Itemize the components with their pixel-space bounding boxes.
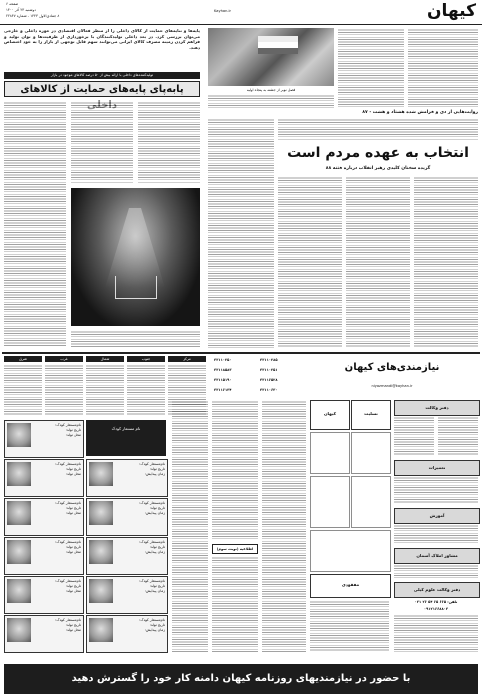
baby-dob-label: تاریخ تولد: (65, 505, 81, 510)
mid-ad-box (310, 476, 350, 528)
right-ad-text (394, 614, 478, 652)
right-ad-text (394, 416, 434, 456)
issue-date: دوشنبه ۲۳ آذر ۱۴۰۰ (6, 8, 36, 12)
top-brief-col-2 (408, 28, 478, 108)
baby-place-label: محل تولد: (65, 627, 81, 632)
baby-place-label: محل تولد: (65, 549, 81, 554)
issue-hijri-date: ۸ جمادی‌الاول ۱۴۴۳ - شماره ۲۲۸۳۷ (6, 14, 60, 18)
district-header: جنوب (127, 356, 165, 362)
baby-column-left (4, 420, 84, 652)
classifieds-text (212, 556, 258, 652)
baby-card (86, 537, 168, 575)
baby-dob-label: تاریخ تولد: (149, 544, 165, 549)
district-list (127, 364, 165, 416)
district-list (86, 364, 124, 416)
right-ad-box (394, 460, 480, 476)
left-article-col-3 (138, 101, 200, 183)
baby-column-right (86, 420, 168, 652)
page-number: صفحه ۶ (6, 2, 19, 6)
mid-ad-box (310, 530, 391, 572)
baby-time-label: زمان پیدایش: (144, 549, 165, 554)
baby-name-label: نام‌مستعار کودک: (139, 462, 165, 466)
mid-ad-column (310, 400, 390, 652)
district-list (45, 364, 83, 416)
baby-name-label: نام‌مستعار کودک: (55, 462, 81, 466)
top-brief-col-1 (338, 28, 404, 108)
highlight-phone: تلفن: ۶۶۵ ۶۵ ۵۴ ۲۶ ۰۲۱ (414, 600, 458, 604)
top-center-news (208, 28, 334, 108)
bottom-banner: با حضور در نیازمندیهای روزنامه کیهان دامنه کار خود را گسترش دهید (4, 664, 478, 694)
baby-place-label: محل تولد: (65, 510, 81, 515)
baby-card (86, 459, 168, 497)
baby-name-label: نام‌مستعار کودک: (55, 540, 81, 544)
masthead-logo: کیهان (427, 1, 476, 21)
baby-name-label: نام‌مستعار کودک: (55, 579, 81, 583)
baby-dob-label: تاریخ تولد: (149, 583, 165, 588)
center-article-col-b (278, 176, 342, 348)
mid-ad-box (351, 432, 391, 474)
baby-dob-label: تاریخ تولد: (149, 622, 165, 627)
center-article-col-c (346, 176, 410, 348)
ads-phone: ۳۳۱۱۰۲۸۵ (260, 358, 278, 362)
baby-card (86, 576, 168, 614)
baby-dob-label: تاریخ تولد: (65, 583, 81, 588)
highlight-mobile: ۰۹۱۲۱۶۶۸۸۰۳ (423, 607, 449, 611)
center-article-intro (278, 118, 478, 140)
ads-phone: ۳۳۱۱۰۶۳۰ (260, 388, 278, 392)
baby-card (4, 459, 84, 497)
baby-dob-label: تاریخ تولد: (65, 544, 81, 549)
center-article-kicker: روایت‌هایی از دی و فرامش شده هشتاد و هشت - ۸۷ (362, 110, 478, 115)
classifieds-col-2 (212, 400, 258, 652)
left-article-headline: پابه‌پای پایه‌های حمایت از کالاهای (4, 81, 200, 97)
right-ad-text (394, 476, 478, 504)
baby-place-label: محل تولد: (65, 432, 81, 437)
photo-flag-icon (258, 36, 298, 54)
baby-dob-label: تاریخ تولد: (149, 466, 165, 471)
notice-dark-box (86, 420, 166, 456)
center-article-col-a (208, 118, 274, 348)
district-header: غرب (45, 356, 83, 362)
left-article-photo (71, 188, 200, 326)
right-ad-text (438, 416, 478, 456)
right-ad-text (394, 524, 478, 544)
ads-phone: ۳۳۱۱۸۵۸۳ (214, 368, 232, 372)
ads-phone: ۳۳۱۱۶۱۳۴ (214, 388, 232, 392)
right-ad-title: آموزش (429, 513, 445, 518)
ads-phone: ۳۳۱۱۵۱۹۰ (214, 378, 232, 382)
center-article (208, 110, 478, 350)
mid-ad-box (351, 476, 391, 528)
mid-ad-box (351, 400, 391, 430)
baby-name-label: نام‌مستعار کودک: (139, 618, 165, 622)
left-article-col-1 (4, 101, 66, 347)
left-article-col-4 (71, 330, 200, 347)
center-article-subhead: گزیده سخنان کلیدی رهبر انقلاب درباره فتنه ۸۸ (325, 166, 431, 171)
right-ad-title: دفتر وکالت (425, 405, 449, 410)
top-center-caption: فصل نوبر از جشنه به پنجاه اولیه (246, 88, 296, 92)
baby-name-label: نام‌مستعار کودک: (55, 618, 81, 622)
baby-time-label: زمان پیدایش: (144, 510, 165, 515)
baby-card (86, 498, 168, 536)
ads-brand-email: niyazmandi@kayhan.ir (371, 384, 413, 388)
ads-phones (210, 356, 300, 396)
center-article-headline: انتخاب به عهده مردم است (287, 145, 469, 161)
district-header: شمال (86, 356, 124, 362)
center-article-col-d (414, 176, 478, 348)
mid-ad-label: کیهان (323, 411, 337, 416)
right-ad-title: دفتر وکالت علوم کیلی (413, 587, 461, 592)
baby-name-label: نام‌مستعار کودک: (139, 540, 165, 544)
baby-card (4, 537, 84, 575)
mid-ad-box (310, 400, 350, 430)
district-list (4, 364, 42, 416)
baby-name-label: نام‌مستعار کودک: (139, 501, 165, 505)
classifieds-text (212, 400, 258, 540)
baby-card (4, 498, 84, 536)
ads-brand-header (304, 356, 480, 396)
left-article-lead: پایه‌ها و تنایه‌های حمایت از کالای داخلی را از منظر فعالان اقتصادی در حوزه داخلی و خارجی می‌توان بررسی کرد. در بعد داخلی تولیدکنندگان با برخورداری از ظرفیت‌ها و توان تولید و فراهم کردن زمینه مصرف کالای ایرانی می‌توانند سهم قابل توجهی از بازار را به خود اختصاص دهند. (4, 28, 200, 50)
classifieds-col-3 (262, 400, 306, 652)
right-ad-box (394, 508, 480, 524)
classifieds-col-1 (172, 400, 208, 652)
baby-card (4, 420, 84, 458)
notice-dark-title: نام مستعار کودک (111, 426, 141, 431)
right-ad-box (394, 582, 480, 598)
baby-place-label: محل تولد: (65, 588, 81, 593)
right-ad-box (394, 400, 480, 416)
district-header: شرق (4, 356, 42, 362)
ads-brand-title: نیازمندی‌های کیهان (344, 362, 440, 373)
baby-card (4, 576, 84, 614)
top-center-photo (208, 28, 334, 86)
baby-name-label: نام‌مستعار کودک: (139, 579, 165, 583)
photo-cart (115, 276, 157, 299)
ads-section (2, 352, 480, 662)
baby-card (4, 615, 84, 653)
baby-card (86, 615, 168, 653)
left-article (4, 28, 204, 350)
left-article-col-2 (71, 101, 133, 183)
ads-phone: ۳۳۱۱۰۲۵۱ (260, 368, 278, 372)
baby-place-label: محل تولد: (65, 471, 81, 476)
baby-dob-label: تاریخ تولد: (149, 505, 165, 510)
masthead (0, 0, 482, 25)
lost-item-title: مفقودی (341, 582, 360, 587)
baby-time-label: زمان پیدایش: (144, 627, 165, 632)
left-article-strip: تولیدکننده‌های داخلی با ارائه بیش از ۵۰ درصد کالاهای موجود در بازار (4, 72, 200, 79)
lost-item-box (310, 574, 391, 598)
baby-dob-label: تاریخ تولد: (65, 466, 81, 471)
listing-banner: اطلاعیه (نوبت سوم) (212, 544, 258, 554)
ads-phone: ۳۳۱۱۰۲۵۰ (214, 358, 232, 362)
baby-name-label: نام‌مستعار کودک: (55, 423, 81, 427)
mid-ad-box (310, 432, 350, 474)
baby-name-label: نام‌مستعار کودک: (55, 501, 81, 505)
baby-dob-label: تاریخ تولد: (65, 622, 81, 627)
baby-dob-label: تاریخ تولد: (65, 427, 81, 432)
right-ad-column (394, 400, 480, 652)
mid-ad-text (310, 600, 389, 652)
district-header: مرکز (168, 356, 206, 362)
right-ad-title: مشاور املاک آسمان (416, 553, 458, 558)
baby-time-label: زمان پیدایش: (144, 588, 165, 593)
ads-phone: ۳۳۱۱۶۵۲۸ (260, 378, 278, 382)
website-label: Kayhan.ir (214, 9, 231, 13)
right-ad-text (394, 564, 478, 578)
mid-ad-label: تسلیت (364, 411, 378, 416)
baby-time-label: زمان پیدایش: (144, 471, 165, 476)
right-ad-box (394, 548, 480, 564)
top-center-text (208, 94, 334, 108)
right-ad-title: تعمیرات (428, 465, 446, 470)
